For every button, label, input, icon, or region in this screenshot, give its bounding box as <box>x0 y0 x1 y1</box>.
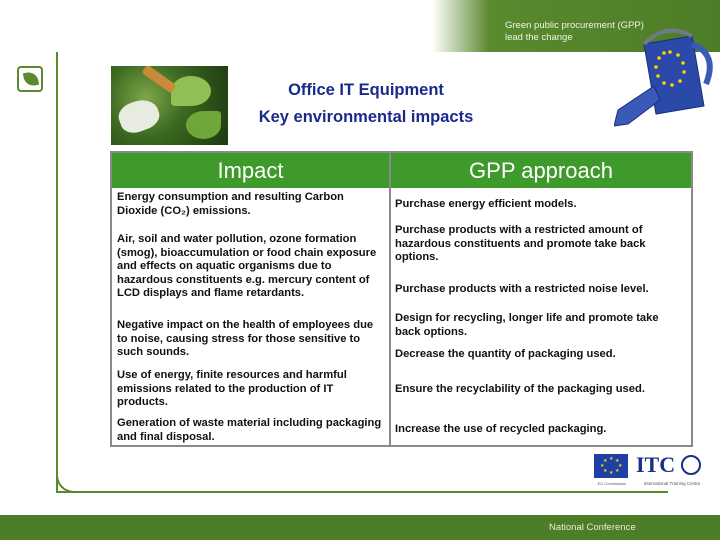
column-divider <box>389 153 391 445</box>
title-line-2: Key environmental impacts <box>258 108 474 126</box>
title-line-1: Office IT Equipment <box>288 81 444 99</box>
tagline-line-1: Green public procurement (GPP) <box>505 20 644 31</box>
tagline-line-2: lead the change <box>505 32 573 43</box>
impact-cell: Use of energy, finite resources and harmful emissions related to the production of IT products. <box>117 369 347 408</box>
eu-watering-can-icon <box>614 14 718 132</box>
impact-cell: Generation of waste material including packaging and final disposal. <box>117 417 382 443</box>
itc-caption: International Training Centre <box>643 481 701 486</box>
ilo-globe-icon <box>681 455 701 475</box>
eu-caption: EU Commission <box>597 481 627 486</box>
impact-table <box>110 151 693 447</box>
approach-cell: Purchase energy efficient models. <box>395 198 577 210</box>
approach-cell: Design for recycling, longer life and promote take back options. <box>395 312 659 338</box>
approach-cell: Purchase products with a restricted noise level. <box>395 283 649 295</box>
header-impact: Impact <box>217 158 284 183</box>
table-header-row <box>112 153 691 188</box>
header-gpp-approach: GPP approach <box>469 158 613 183</box>
frame-line-left <box>56 52 58 492</box>
footer-text: National Conference <box>549 522 636 533</box>
slide-title <box>230 77 502 131</box>
itc-logo <box>636 452 706 482</box>
impact-cell: Negative impact on the health of employees due to noise, causing stress for those sensitive to such sounds. <box>117 319 374 358</box>
frame-corner <box>56 470 80 493</box>
impact-cell: Energy consumption and resulting Carbon Dioxide (CO₂) emissions. <box>117 191 344 217</box>
approach-cell: Decrease the quantity of packaging used. <box>395 348 616 360</box>
eu-flag-icon: ★ ★ ★ ★ ★ ★ ★ ★ <box>594 454 628 478</box>
approach-cell: Purchase products with a restricted amount of hazardous constituents and promote take back options. <box>395 224 646 263</box>
approach-cell: Ensure the recyclability of the packaging used. <box>395 383 645 395</box>
approach-cell: Increase the use of recycled packaging. <box>395 423 607 435</box>
gardening-photo <box>111 66 228 145</box>
frame-line-bottom <box>56 491 668 493</box>
itc-logo-text: ITC <box>636 452 676 477</box>
leaf-logo-icon <box>17 66 43 92</box>
impact-cell: Air, soil and water pollution, ozone formation (smog), bioaccumulation or food chain exposure and effects on aquatic organisms due to hazardous constituents e.g. mercury content of LCD displays and flame retardants. <box>117 233 377 299</box>
